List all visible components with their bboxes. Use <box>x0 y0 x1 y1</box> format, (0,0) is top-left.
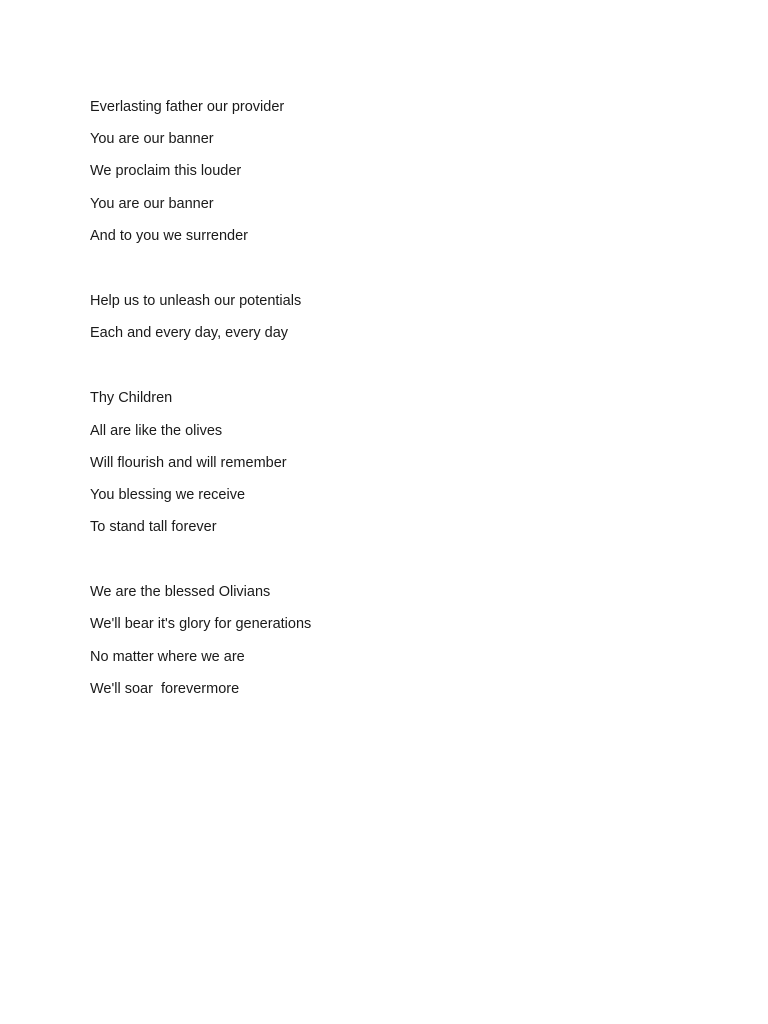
lyric-line: We'll soar forevermore <box>90 680 240 697</box>
lyric-line: Thy Children <box>90 390 173 407</box>
lyric-line: We'll bear it's glory for generations <box>90 616 312 633</box>
stanza-1 <box>90 91 690 252</box>
lyric-line: Everlasting father our provider <box>90 99 285 115</box>
stanza-3 <box>90 382 690 543</box>
lyrics-page <box>90 91 690 738</box>
stanza-2 <box>90 285 690 349</box>
lyric-line: You are our banner <box>90 131 214 148</box>
stanza-4 <box>90 576 690 705</box>
lyric-line: Help us to unleash our potentials <box>90 292 302 309</box>
lyric-line: We are the blessed Olivians <box>90 584 271 601</box>
lyric-line: You blessing we receive <box>90 486 246 503</box>
lyric-line: All are like the olives <box>90 422 223 439</box>
lyric-line: And to you we surrender <box>90 227 248 244</box>
lyric-line: Each and every day, every day <box>90 325 289 342</box>
lyric-line: We proclaim this louder <box>90 163 242 180</box>
lyric-line: To stand tall forever <box>90 519 217 536</box>
lyric-line: You are our banner <box>90 195 214 212</box>
lyric-line: No matter where we are <box>90 648 245 665</box>
lyric-line: Will flourish and will remember <box>90 454 287 471</box>
